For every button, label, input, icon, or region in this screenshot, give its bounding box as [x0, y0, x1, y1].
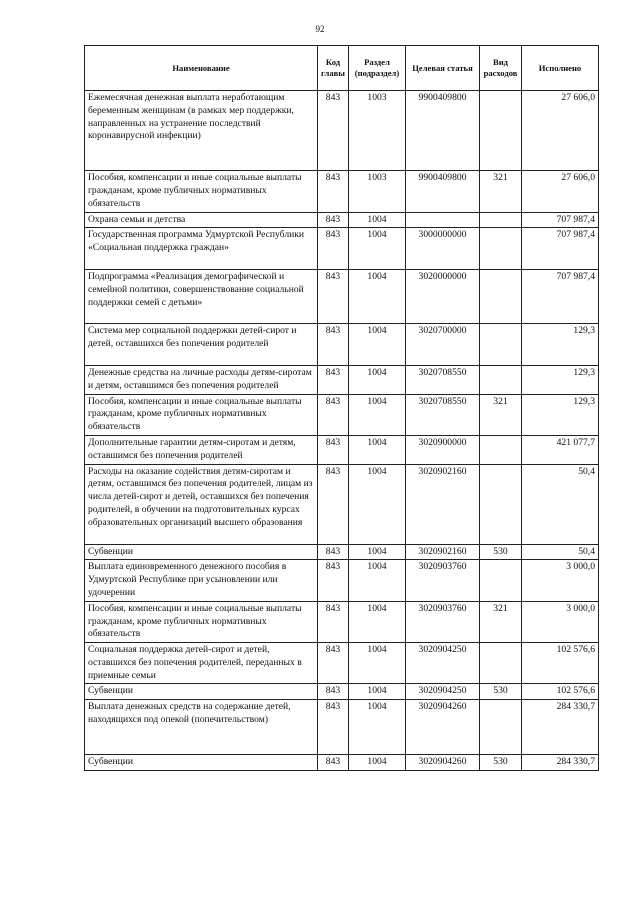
- cell-expense-type: [480, 91, 522, 171]
- header-expense-type: Вид расходов: [480, 46, 522, 91]
- cell-expense-type: 321: [480, 601, 522, 642]
- cell-target: 3020904250: [406, 643, 480, 684]
- cell-target: 3020903760: [406, 601, 480, 642]
- cell-executed: 102 576,6: [522, 684, 599, 700]
- cell-name: Система мер социальной поддержки детей-сирот и детей, оставшихся без попечения родителей: [85, 324, 318, 366]
- cell-section: 1004: [349, 324, 406, 366]
- cell-name: Субвенции: [85, 544, 318, 560]
- cell-target: 3020902160: [406, 544, 480, 560]
- cell-section: 1004: [349, 643, 406, 684]
- cell-code: 843: [318, 684, 349, 700]
- table-row: [85, 394, 599, 435]
- cell-executed: 707 987,4: [522, 269, 599, 323]
- cell-expense-type: [480, 365, 522, 394]
- cell-executed: 3 000,0: [522, 560, 599, 601]
- cell-target: 3020708550: [406, 394, 480, 435]
- cell-expense-type: [480, 269, 522, 323]
- cell-target: 3020904260: [406, 754, 480, 770]
- table-row: [85, 365, 599, 394]
- cell-executed: 421 077,7: [522, 435, 599, 464]
- cell-executed: 129,3: [522, 365, 599, 394]
- table-row: [85, 601, 599, 642]
- cell-code: 843: [318, 324, 349, 366]
- cell-target: [406, 212, 480, 228]
- cell-expense-type: [480, 212, 522, 228]
- cell-expense-type: [480, 560, 522, 601]
- cell-executed: 102 576,6: [522, 643, 599, 684]
- cell-code: 843: [318, 700, 349, 755]
- cell-section: 1004: [349, 464, 406, 544]
- table-row: [85, 754, 599, 770]
- cell-expense-type: [480, 643, 522, 684]
- cell-target: 3020904250: [406, 684, 480, 700]
- cell-target: 3000000000: [406, 228, 480, 270]
- cell-executed: 129,3: [522, 324, 599, 366]
- table-row: [85, 700, 599, 755]
- cell-expense-type: 530: [480, 544, 522, 560]
- table-row: [85, 464, 599, 544]
- cell-executed: 707 987,4: [522, 228, 599, 270]
- table-row: [85, 560, 599, 601]
- table-row: [85, 684, 599, 700]
- table-header: [85, 46, 599, 91]
- cell-section: 1004: [349, 754, 406, 770]
- cell-executed: 27 606,0: [522, 171, 599, 212]
- header-name: Наименование: [85, 46, 318, 91]
- cell-name: Пособия, компенсации и иные социальные выплаты гражданам, кроме публичных нормативных обязательств: [85, 601, 318, 642]
- cell-code: 843: [318, 365, 349, 394]
- cell-executed: 27 606,0: [522, 91, 599, 171]
- cell-section: 1004: [349, 212, 406, 228]
- table-row: [85, 269, 599, 323]
- header-target: Целевая статья: [406, 46, 480, 91]
- cell-expense-type: [480, 700, 522, 755]
- cell-expense-type: 530: [480, 754, 522, 770]
- cell-section: 1004: [349, 365, 406, 394]
- cell-code: 843: [318, 560, 349, 601]
- cell-name: Субвенции: [85, 684, 318, 700]
- cell-expense-type: 321: [480, 394, 522, 435]
- cell-section: 1003: [349, 171, 406, 212]
- cell-executed: 284 330,7: [522, 754, 599, 770]
- cell-target: 3020000000: [406, 269, 480, 323]
- cell-code: 843: [318, 464, 349, 544]
- table-row: [85, 643, 599, 684]
- cell-code: 843: [318, 269, 349, 323]
- cell-section: 1004: [349, 560, 406, 601]
- cell-section: 1004: [349, 435, 406, 464]
- cell-target: 3020904260: [406, 700, 480, 755]
- cell-target: 9900409800: [406, 171, 480, 212]
- cell-expense-type: 530: [480, 684, 522, 700]
- cell-executed: 3 000,0: [522, 601, 599, 642]
- cell-code: 843: [318, 394, 349, 435]
- cell-name: Ежемесячная денежная выплата неработающим беременным женщинам (в рамках мер поддержки, направленных на устранение последствий коронавирусной инфекции): [85, 91, 318, 171]
- budget-execution-table: [84, 45, 599, 771]
- cell-code: 843: [318, 643, 349, 684]
- cell-executed: 129,3: [522, 394, 599, 435]
- header-section: Раздел (подраздел): [349, 46, 406, 91]
- cell-section: 1004: [349, 269, 406, 323]
- cell-target: 3020903760: [406, 560, 480, 601]
- cell-section: 1004: [349, 700, 406, 755]
- cell-expense-type: [480, 228, 522, 270]
- cell-name: Денежные средства на личные расходы детям-сиротам и детям, оставшимся без попечения родителей: [85, 365, 318, 394]
- cell-name: Подпрограмма «Реализация демографической и семейной политики, совершенствование социальной поддержки семей с детьми»: [85, 269, 318, 323]
- cell-executed: 284 330,7: [522, 700, 599, 755]
- cell-name: Социальная поддержка детей-сирот и детей, оставшихся без попечения родителей, переданных в приемные семьи: [85, 643, 318, 684]
- header-executed: Исполнено: [522, 46, 599, 91]
- table-row: [85, 212, 599, 228]
- cell-target: 3020700000: [406, 324, 480, 366]
- cell-expense-type: [480, 435, 522, 464]
- cell-code: 843: [318, 171, 349, 212]
- cell-target: 9900409800: [406, 91, 480, 171]
- cell-section: 1004: [349, 228, 406, 270]
- cell-code: 843: [318, 212, 349, 228]
- cell-name: Пособия, компенсации и иные социальные выплаты гражданам, кроме публичных нормативных обязательств: [85, 394, 318, 435]
- cell-target: 3020902160: [406, 464, 480, 544]
- cell-section: 1004: [349, 684, 406, 700]
- table-row: [85, 91, 599, 171]
- cell-expense-type: [480, 464, 522, 544]
- table-row: [85, 544, 599, 560]
- cell-name: Государственная программа Удмуртской Республики «Социальная поддержка граждан»: [85, 228, 318, 270]
- cell-section: 1004: [349, 601, 406, 642]
- cell-section: 1003: [349, 91, 406, 171]
- cell-name: Пособия, компенсации и иные социальные выплаты гражданам, кроме публичных нормативных обязательств: [85, 171, 318, 212]
- header-code: Код главы: [318, 46, 349, 91]
- cell-executed: 50,4: [522, 464, 599, 544]
- page-number: 92: [315, 24, 325, 34]
- cell-code: 843: [318, 91, 349, 171]
- cell-code: 843: [318, 601, 349, 642]
- cell-name: Охрана семьи и детства: [85, 212, 318, 228]
- cell-code: 843: [318, 754, 349, 770]
- table-row: [85, 228, 599, 270]
- cell-expense-type: 321: [480, 171, 522, 212]
- cell-section: 1004: [349, 394, 406, 435]
- cell-executed: 50,4: [522, 544, 599, 560]
- cell-name: Выплата единовременного денежного пособия в Удмуртской Республике при усыновлении или удочерении: [85, 560, 318, 601]
- cell-name: Дополнительные гарантии детям-сиротам и детям, оставшимся без попечения родителей: [85, 435, 318, 464]
- cell-executed: 707 987,4: [522, 212, 599, 228]
- table-row: [85, 171, 599, 212]
- cell-target: 3020708550: [406, 365, 480, 394]
- cell-expense-type: [480, 324, 522, 366]
- cell-section: 1004: [349, 544, 406, 560]
- table-row: [85, 324, 599, 366]
- cell-target: 3020900000: [406, 435, 480, 464]
- cell-code: 843: [318, 228, 349, 270]
- table-body: [85, 91, 599, 771]
- table-row: [85, 435, 599, 464]
- cell-code: 843: [318, 435, 349, 464]
- cell-code: 843: [318, 544, 349, 560]
- cell-name: Выплата денежных средств на содержание детей, находящихся под опекой (попечительством): [85, 700, 318, 755]
- cell-name: Расходы на оказание содействия детям-сиротам и детям, оставшимся без попечения родителей, лицам из числа детей-сирот и детей, оставшихся без попечения родителей, в обучении на подготовительных курсах образовательных организаций высшего образования: [85, 464, 318, 544]
- cell-name: Субвенции: [85, 754, 318, 770]
